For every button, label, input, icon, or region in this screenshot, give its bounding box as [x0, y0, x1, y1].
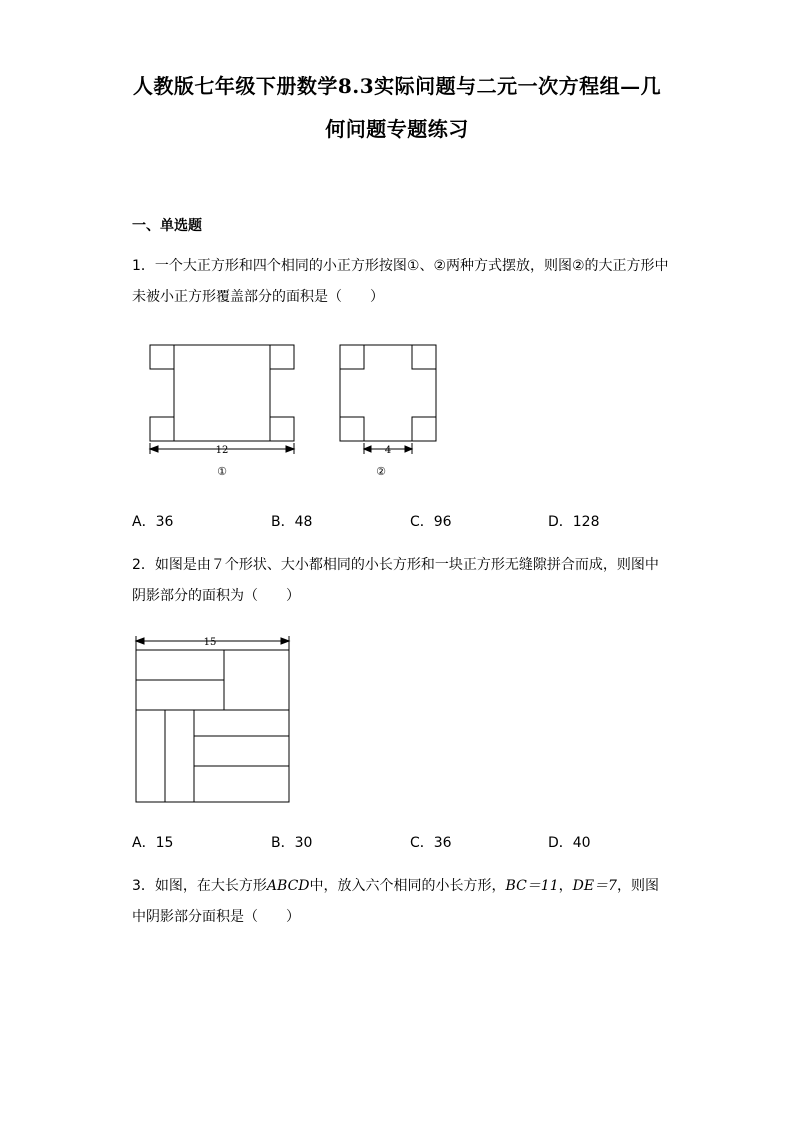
- figure-q2-arrow-left: [136, 638, 144, 644]
- q1-option-a[interactable]: A．36: [132, 514, 174, 530]
- figure-1-small-square-tr: [270, 345, 294, 369]
- question-1-text: 1．一个大正方形和四个相同的小正方形按图①、②两种方式摆放，则图②的大正方形中未被小正方形覆盖部分的面积是（ ）: [132, 258, 669, 305]
- figure-1-dimension-label: 12: [215, 445, 229, 456]
- figure-2-caption: ②: [376, 465, 386, 478]
- page-title-line-2: 何问题专题练习: [325, 117, 469, 141]
- q3-eq-bc: BC＝11: [505, 878, 559, 894]
- figure-1-big-square: [174, 345, 270, 441]
- question-3-text: [132, 871, 672, 933]
- figure-2-arrow-left: [364, 446, 371, 452]
- page-title-line-1: 人教版七年级下册数学8.3实际问题与二元一次方程组—几: [132, 74, 662, 98]
- q1-option-c[interactable]: C．96: [410, 514, 452, 530]
- q3-text-a: 3．如图，在大长方形: [132, 878, 267, 894]
- q2-option-d[interactable]: D．40: [548, 835, 591, 851]
- figure-2-small-square-br: [412, 417, 436, 441]
- q1-option-d[interactable]: D．128: [548, 514, 600, 530]
- figure-1-small-square-br: [270, 417, 294, 441]
- figure-1-small-square-tl: [150, 345, 174, 369]
- figure-2-big-square: [340, 345, 436, 441]
- q3-text-b: 中，放入六个相同的小长方形，: [309, 878, 506, 894]
- question-2-text: 2．如图是由７个形状、大小都相同的小长方形和一块正方形无缝隙拼合而成，则图中阴影部分的面积为（ ）: [132, 557, 659, 604]
- q3-sep: ，: [558, 878, 573, 894]
- figure-2-small-square-tr: [412, 345, 436, 369]
- figure-q2-dimension-label: 15: [203, 637, 217, 648]
- q2-option-b[interactable]: B．30: [271, 835, 313, 851]
- section-heading: 一、单选题: [132, 218, 202, 234]
- figure-2-arrow-right: [405, 446, 412, 452]
- figure-1-small-square-bl: [150, 417, 174, 441]
- q1-option-b[interactable]: B．48: [271, 514, 313, 530]
- q3-text-c: ，则图中阴影部分面积是（ ）: [132, 878, 659, 925]
- figure-q2: [136, 636, 289, 802]
- q3-var-abcd: ABCD: [266, 878, 310, 894]
- figure-2-dimension-label: 4: [384, 445, 392, 456]
- q3-eq-de: DE＝7: [572, 878, 617, 894]
- figure-q2-outer-square: [136, 650, 289, 802]
- figure-1-arrow-right: [286, 446, 294, 452]
- figure-q2-arrow-right: [281, 638, 289, 644]
- q2-option-a[interactable]: A．15: [132, 835, 174, 851]
- q2-option-c[interactable]: C．36: [410, 835, 452, 851]
- figure-1-arrow-left: [150, 446, 158, 452]
- figure-2-small-square-bl: [340, 417, 364, 441]
- figure-2-small-square-tl: [340, 345, 364, 369]
- figure-2: [340, 345, 436, 454]
- figure-1: [150, 345, 294, 454]
- figure-1-caption: ①: [217, 465, 227, 478]
